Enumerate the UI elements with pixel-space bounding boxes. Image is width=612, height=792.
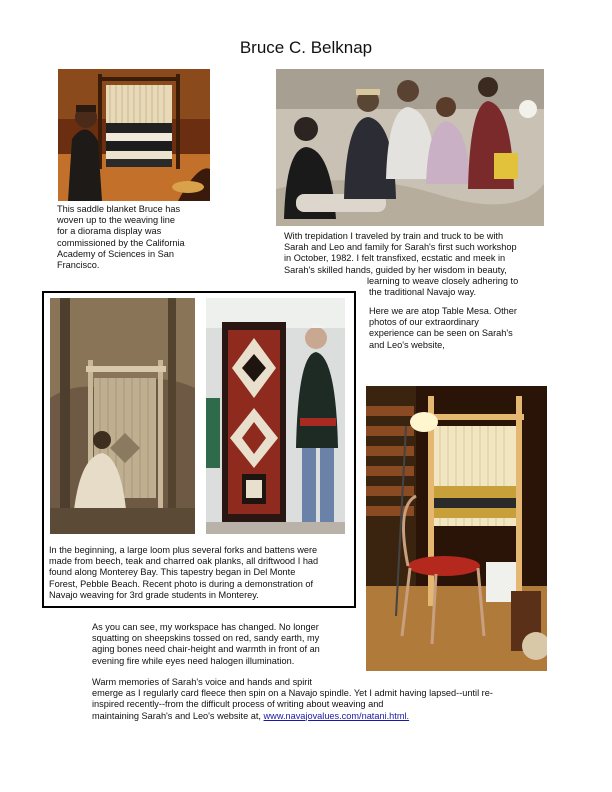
table-mesa-caption: Here we are atop Table Mesa. Other photos of our extraordinary experience can be seen on Sarah's and Leo's website, (369, 306, 517, 350)
demonstration-rug-photo (206, 298, 345, 534)
outdoor-loom-photo (50, 298, 195, 534)
page-title: Bruce C. Belknap (239, 38, 373, 57)
workshop-caption: With trepidation I traveled by train and truck to be with Sarah and Leo and family for Sarah's first such workshop in October, 1982. I felt transfixed, ecstatic and meek in Sarah's skilled hands, guided by her wisdom in beauty, learning to weave closely adhering to the traditional Navajo way. (284, 231, 519, 298)
website-link[interactable]: www.navajovalues.com/natani.html. (263, 710, 410, 721)
memories-last-line: maintaining Sarah's and Leo's website at, (92, 710, 264, 721)
saddle-blanket-caption: This saddle blanket Bruce has woven up to the weaving line for a diorama display was commissioned by the California Academy of Sciences in San Francisco. (57, 204, 185, 271)
saddle-blanket-photo (58, 69, 210, 201)
workspace-caption: As you can see, my workspace has changed. No longer squatting on sheepskins tossed on red, sandy earth, my aging bones need chair-height and warmth in front of an evening fire while eyes need halogen illumination. (92, 622, 320, 666)
indoor-loom-chair-photo (366, 386, 547, 671)
memories-caption: Warm memories of Sarah's voice and hands and spirit emerge as I regularly card fleece then spin on a Navajo spindle. Yet I admit having lapsed--until re- inspired recently--from the difficult process of writing about weaving and maintaining Sarah's and Leo's website at, www.navajovalues.com/natani.html. (92, 677, 493, 721)
beginning-caption: In the beginning, a large loom plus several forks and battens were made from beech, teak and charred oak planks, all driftwood I had found along Monterey Bay. This tapestry began in Del Monte Forest, Pebble Beach. Recent photo is during a demonstration of Navajo weaving for 3rd grade students in Monterey. (49, 545, 319, 600)
table-mesa-group-photo (276, 69, 544, 226)
